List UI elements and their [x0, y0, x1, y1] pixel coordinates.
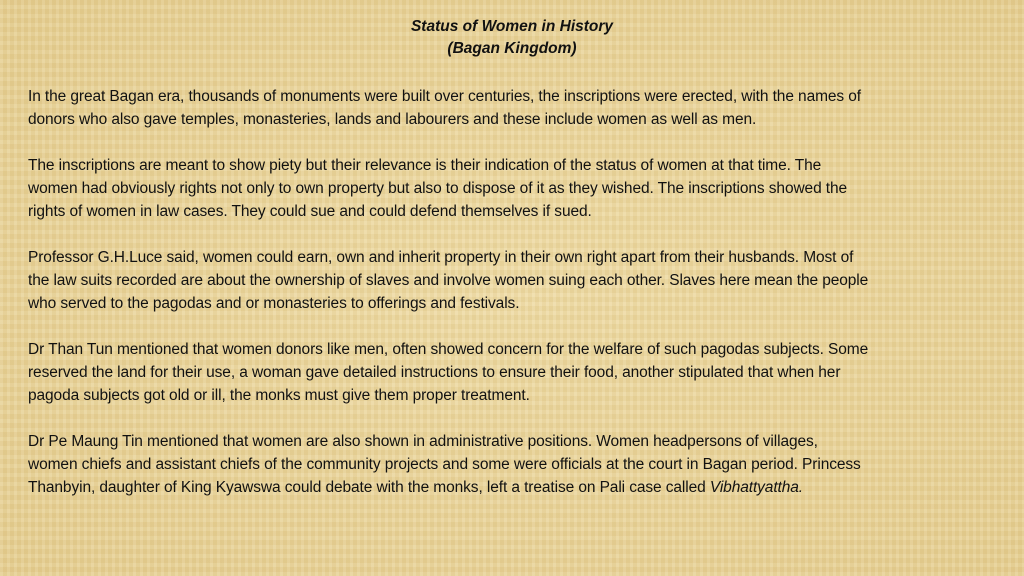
slide-title	[0, 16, 1024, 60]
paragraph-1	[28, 85, 1008, 131]
paragraph-5	[28, 430, 1008, 499]
text-line: Dr Than Tun mentioned that women donors like men, often showed concern for the welfare of such pagodas subjects. Some	[28, 341, 869, 358]
text-line	[28, 476, 1008, 499]
text-line: Dr Pe Maung Tin mentioned that women are also shown in administrative positions. Women headpersons of villages,	[28, 433, 818, 450]
text-line: who served to the pagodas and or monasteries to offerings and festivals.	[28, 295, 520, 312]
text-line: women had obviously rights not only to own property but also to dispose of it as they wished. The inscriptions showed the	[28, 180, 848, 197]
text-line: rights of women in law cases. They could sue and could defend themselves if sued.	[28, 203, 592, 220]
text-line: In the great Bagan era, thousands of monuments were built over centuries, the inscriptions were erected, with the names of	[28, 88, 862, 105]
text-line: pagoda subjects got old or ill, the monks must give them proper treatment.	[28, 387, 530, 404]
text-line: reserved the land for their use, a woman gave detailed instructions to ensure their food, another stipulated that when her	[28, 364, 841, 381]
paragraph-2	[28, 154, 1008, 223]
text-line: the law suits recorded are about the ownership of slaves and involve women suing each other. Slaves here mean the people	[28, 272, 869, 289]
text-span: Thanbyin, daughter of King Kyawswa could debate with the monks, left a treatise on Pali case called	[28, 479, 710, 496]
subtitle-line: (Bagan Kingdom)	[447, 40, 577, 57]
treatise-title: Vibhattyattha.	[709, 479, 803, 496]
title-line: Status of Women in History	[410, 18, 614, 35]
text-line: The inscriptions are meant to show piety but their relevance is their indication of the status of women at that time. The	[28, 157, 822, 174]
text-line: women chiefs and assistant chiefs of the community projects and some were officials at the court in Bagan period. Princess	[28, 456, 861, 473]
slide-body	[28, 85, 1008, 522]
paragraph-3	[28, 246, 1008, 315]
text-line: Professor G.H.Luce said, women could earn, own and inherit property in their own right apart from their husbands. Most of	[28, 249, 854, 266]
paragraph-4	[28, 338, 1008, 407]
text-line: donors who also gave temples, monasteries, lands and labourers and these include women as well as men.	[28, 111, 757, 128]
